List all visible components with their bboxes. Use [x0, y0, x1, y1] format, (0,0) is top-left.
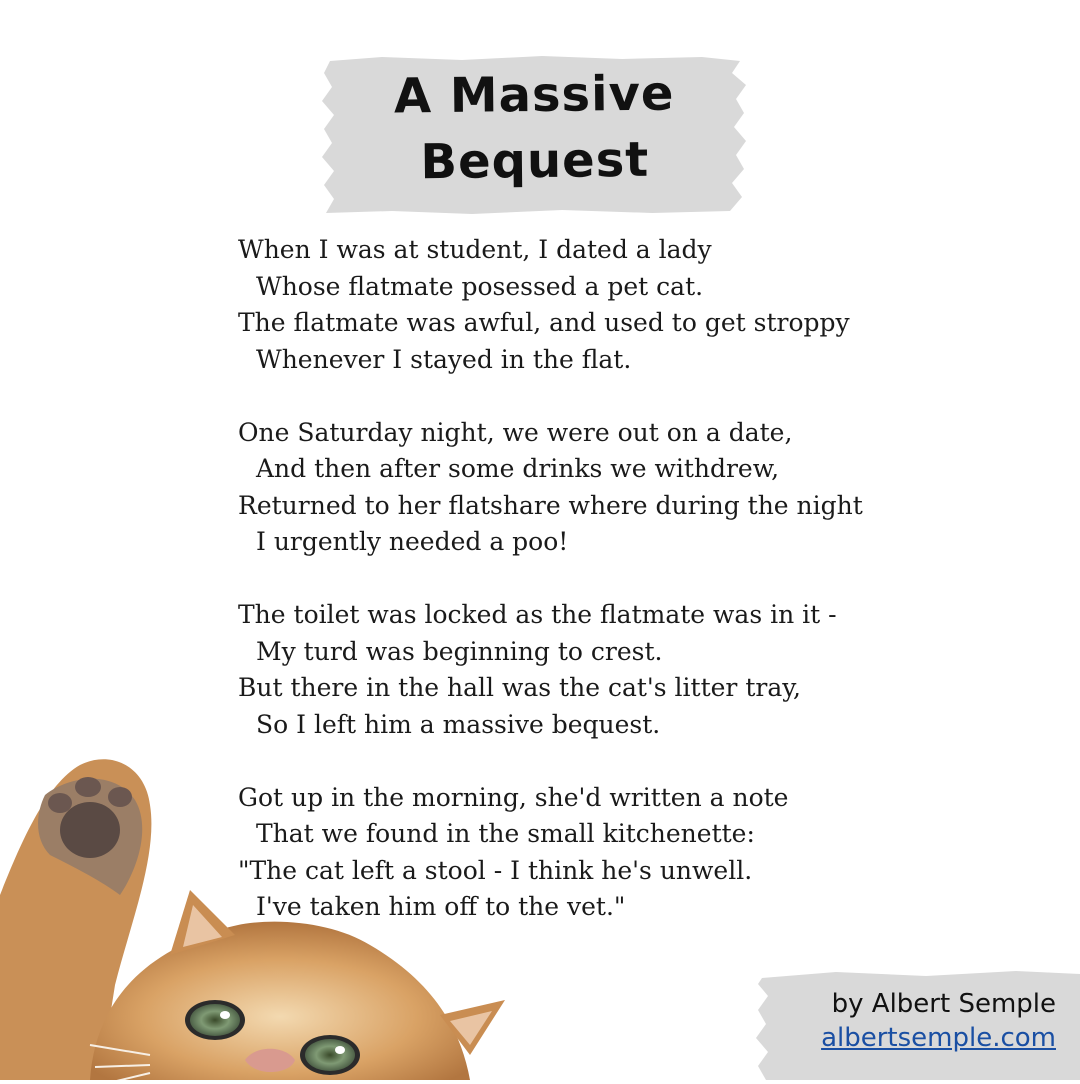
poem-line: The toilet was locked as the flatmate was in it - [238, 600, 837, 629]
kitten-illustration [0, 755, 540, 1080]
website-link[interactable]: albertsemple.com [821, 1023, 1056, 1053]
poem-stanza [238, 597, 958, 743]
title-line-2: Bequest [420, 131, 650, 191]
poem-line: That we found in the small kitchenette: [256, 819, 755, 848]
poem-line: My turd was beginning to crest. [256, 636, 663, 666]
author-byline: by Albert Semple [831, 989, 1056, 1019]
poem-stanza [238, 415, 958, 561]
poem-stanza [238, 232, 958, 378]
poem-line: Whose flatmate posessed a pet cat. [256, 271, 704, 301]
poem-line: "The cat left a stool - I think he's unwell. [238, 855, 753, 885]
title-line-1: A Massive [393, 65, 675, 125]
credit-block [821, 987, 1056, 1055]
poem-line: One Saturday night, we were out on a date, [238, 417, 793, 447]
poem-title [321, 60, 747, 196]
poem-line: Returned to her flatshare where during the night [238, 490, 863, 520]
poem-line: And then after some drinks we withdrew, [256, 454, 780, 483]
poem-line: So I left him a massive bequest. [256, 709, 661, 739]
poem-line: The flatmate was awful, and used to get stroppy [238, 308, 850, 337]
poem-line: Got up in the morning, she'd written a note [238, 782, 789, 812]
poem-line: Whenever I stayed in the flat. [256, 344, 632, 374]
poem-line: I've taken him off to the vet." [256, 892, 626, 921]
kitten-head [90, 890, 505, 1080]
poem-line: I urgently needed a poo! [256, 527, 569, 556]
poem-line: But there in the hall was the cat's litter tray, [238, 673, 801, 702]
poem-line: When I was at student, I dated a lady [238, 235, 712, 264]
